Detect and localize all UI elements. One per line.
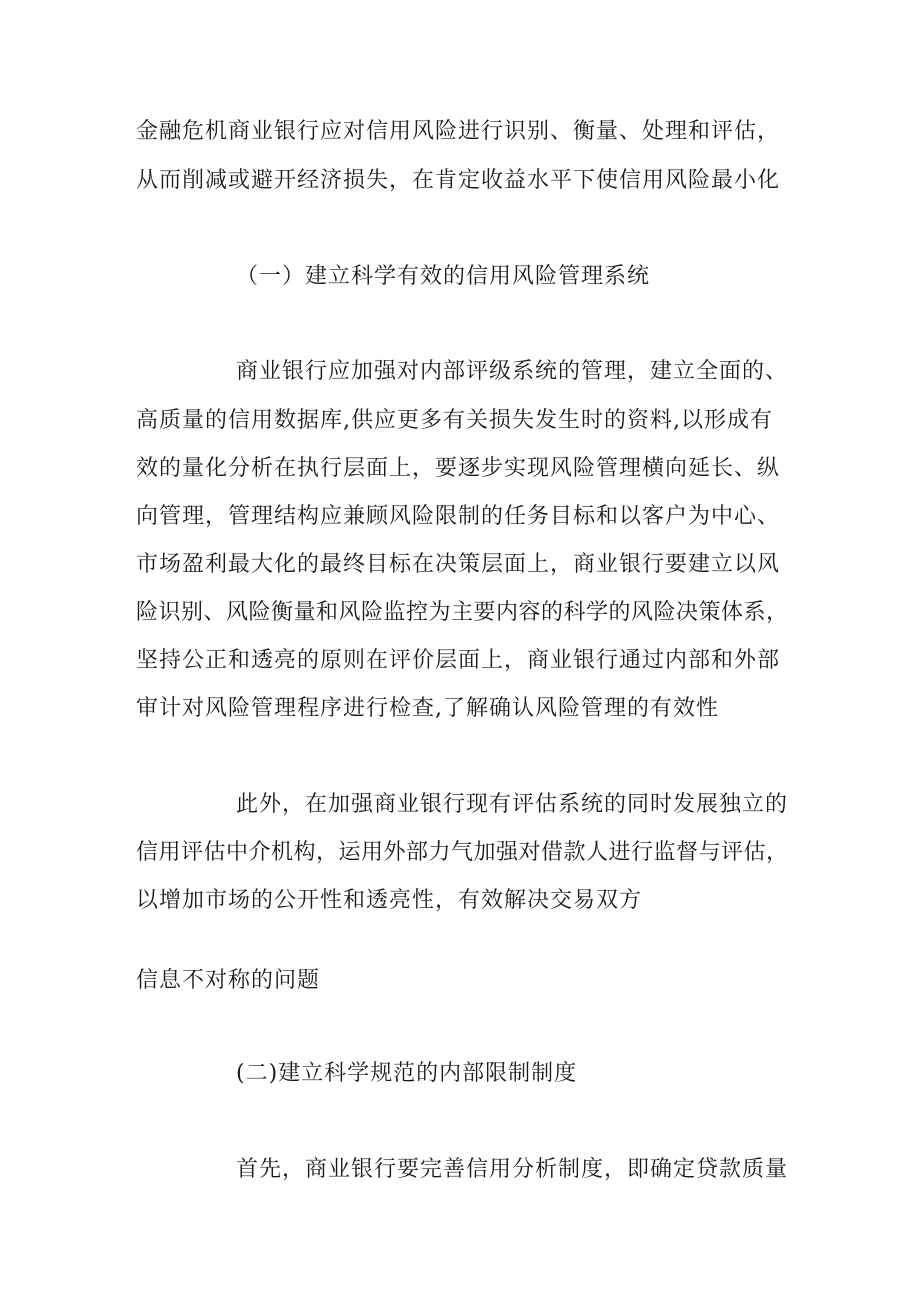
paragraph-1-line-8: 审计对风险管理程序进行检查,了解确认风险管理的有效性 (136, 696, 719, 721)
paragraph-1-line-6: 险识别、风险衡量和风险监控为主要内容的科学的风险决策体系， (136, 600, 789, 625)
paragraph-4-line-1: 首先，商业银行要完善信用分析制度，即确定贷款质量 (236, 1157, 789, 1182)
paragraph-1-line-1: 商业银行应加强对内部评级系统的管理，建立全面的、 (236, 359, 789, 384)
paragraph-2-line-2: 信用评估中介机构，运用外部力气加强对借款人进行监督与评估， (136, 840, 789, 865)
section-heading-2: (二)建立科学规范的内部限制制度 (236, 1061, 578, 1086)
paragraph-1-line-4: 向管理，管理结构应兼顾风险限制的任务目标和以客户为中心、 (136, 504, 781, 529)
paragraph-3: 信息不对称的问题 (136, 968, 321, 993)
section-heading-1: （一）建立科学有效的信用风险管理系统 (236, 264, 651, 289)
intro-line-2: 从而削减或避开经济损失，在肯定收益水平下使信用风险最小化 (136, 168, 781, 193)
paragraph-1-line-7: 坚持公正和透亮的原则在评价层面上，商业银行通过内部和外部 (136, 648, 781, 673)
paragraph-1-line-5: 市场盈利最大化的最终目标在决策层面上，商业银行要建立以风 (136, 552, 781, 577)
intro-line-1: 金融危机商业银行应对信用风险进行识别、衡量、处理和评估， (136, 119, 781, 144)
paragraph-2-line-1: 此外，在加强商业银行现有评估系统的同时发展独立的 (236, 792, 789, 817)
paragraph-1-line-2: 高质量的信用数据库,供应更多有关损失发生时的资料,以形成有 (136, 408, 773, 433)
paragraph-2-line-3: 以增加市场的公开性和透亮性，有效解决交易双方 (136, 888, 643, 913)
paragraph-1-line-3: 效的量化分析在执行层面上，要逐步实现风险管理横向延长、纵 (136, 456, 781, 481)
